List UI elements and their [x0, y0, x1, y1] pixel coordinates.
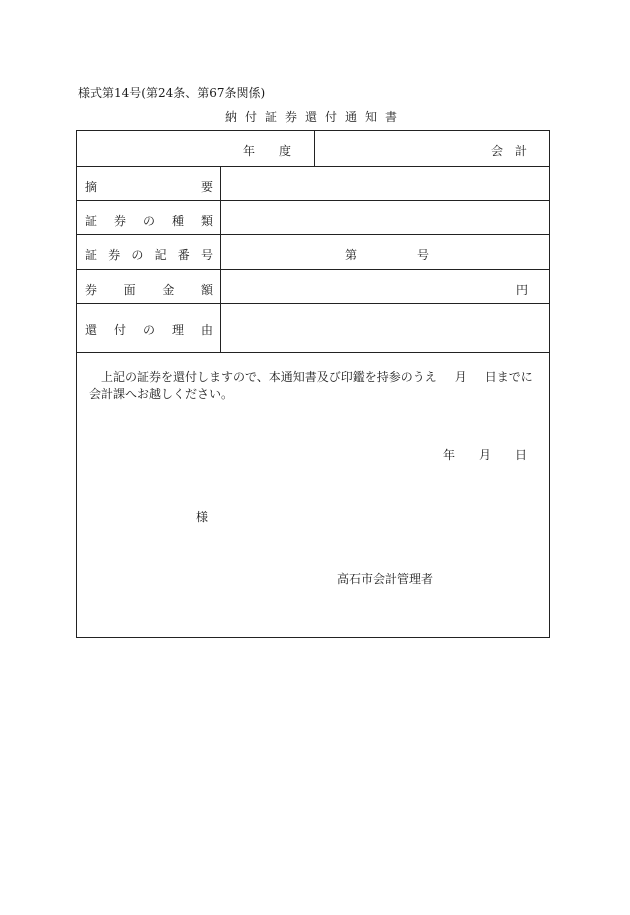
- addressee-suffix: 様: [196, 510, 209, 524]
- security-type-label: 証 券 の 種 類: [85, 214, 213, 228]
- refund-reason-label: 還 付 の 理 由: [85, 323, 213, 337]
- row-divider: [77, 352, 549, 353]
- label-column-divider: [220, 166, 221, 352]
- row-divider: [77, 269, 549, 270]
- date-month: 月: [479, 448, 492, 462]
- form-reference: 様式第14号(第24条、第67条関係): [78, 86, 266, 100]
- row-divider: [77, 234, 549, 235]
- year-label-2: 度: [279, 144, 292, 158]
- security-number-label: 証 券 の 記 番 号: [85, 248, 213, 262]
- summary-label: 摘 要: [85, 180, 213, 194]
- issuer-name: 高石市会計管理者: [337, 572, 434, 586]
- refund-notice-form: [76, 130, 550, 638]
- number-prefix: 第: [345, 248, 358, 262]
- account-label-1: 会: [491, 144, 504, 158]
- row-divider: [77, 166, 549, 167]
- notice-text: 上記の証券を還付しますので、本通知書及び印鑑を持参のうえ 月 日までに会計課へお越しください。: [89, 370, 533, 401]
- row-divider: [77, 303, 549, 304]
- face-amount-label: 券 面 金 額: [85, 283, 213, 297]
- account-label-2: 計: [515, 144, 528, 158]
- year-label-1: 年: [243, 144, 256, 158]
- date-year: 年: [443, 448, 456, 462]
- document-title: 納付証券還付通知書: [224, 110, 405, 124]
- row-divider: [77, 200, 549, 201]
- header-divider: [314, 131, 315, 166]
- date-day: 日: [515, 448, 528, 462]
- amount-unit: 円: [516, 283, 529, 297]
- number-suffix: 号: [417, 248, 430, 262]
